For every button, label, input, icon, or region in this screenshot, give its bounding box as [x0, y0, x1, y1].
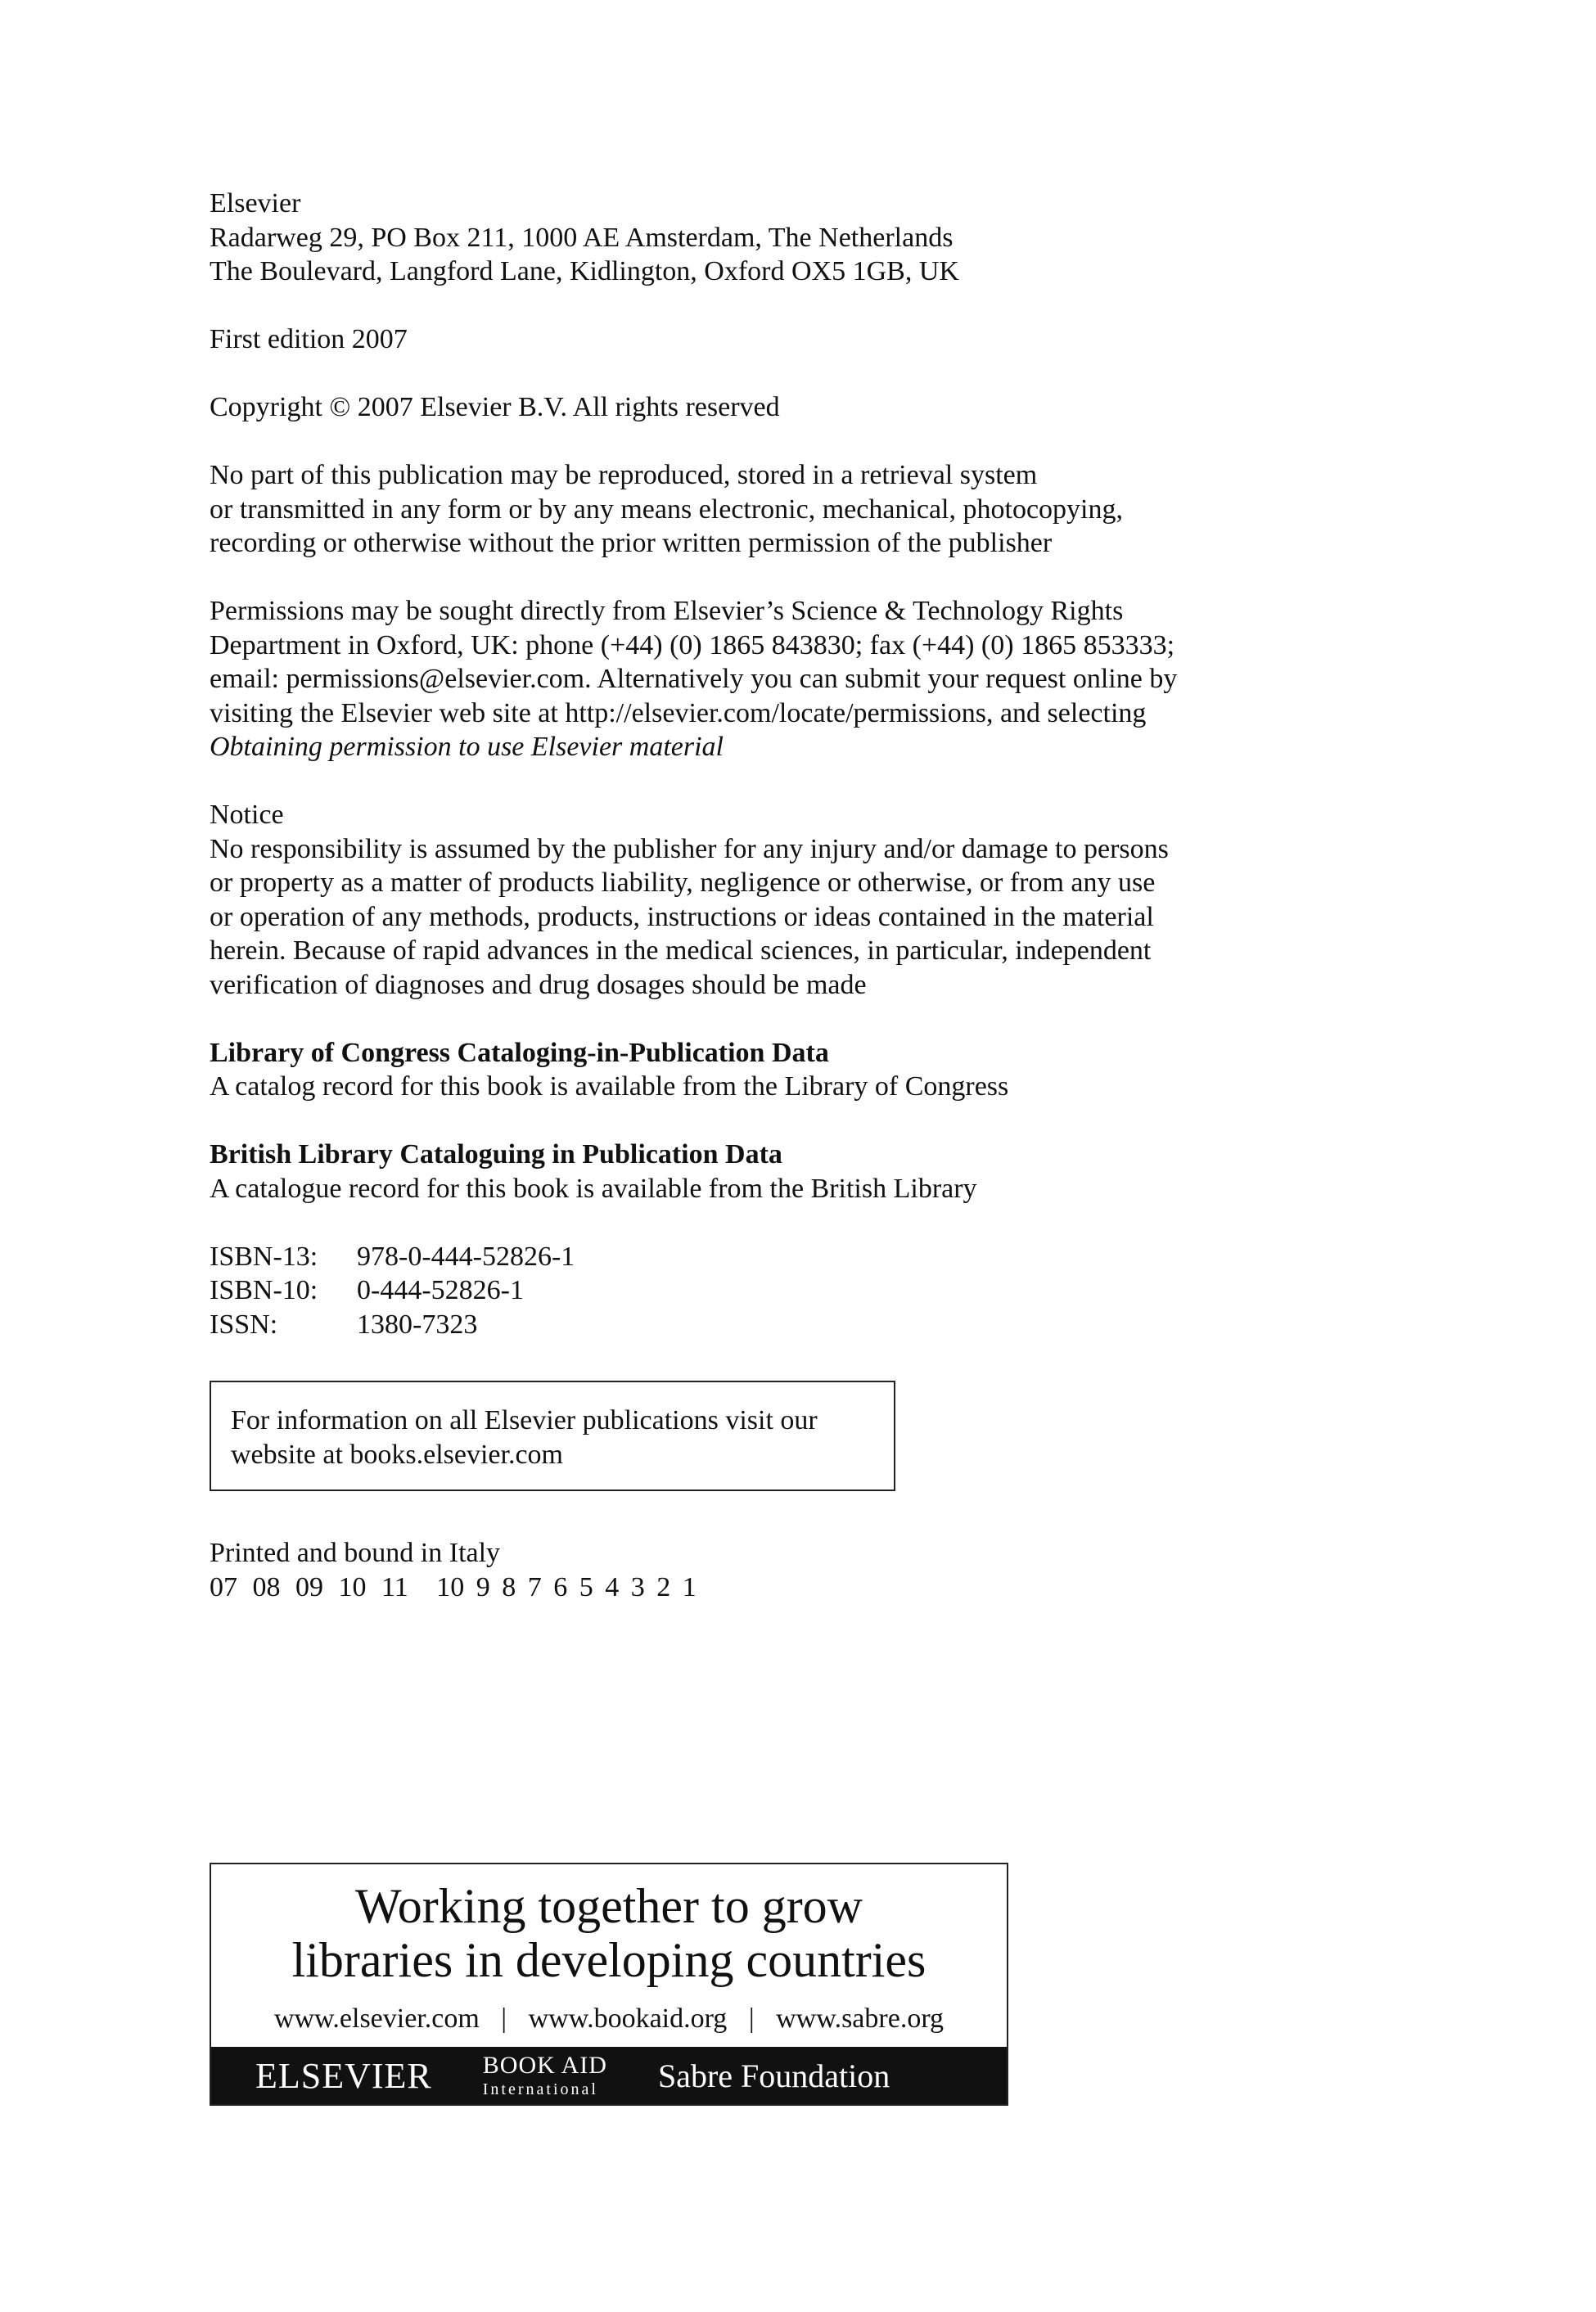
sabre-foundation-logo: Sabre Foundation [657, 2057, 890, 2094]
print-year: 09 [295, 1571, 323, 1602]
print-year: 11 [381, 1571, 408, 1602]
elsevier-info-box [210, 1381, 895, 1491]
info-box-line-2: website at books.elsevier.com [231, 1439, 564, 1470]
reproduction-line-1: No part of this publication may be reproduced, stored in a retrieval system [210, 460, 1038, 490]
issn-value: 1380-7323 [357, 1309, 478, 1340]
permissions-italic-line: Obtaining permission to use Elsevier material [210, 732, 724, 762]
bl-heading: British Library Cataloguing in Publication Data [210, 1139, 782, 1170]
link-bookaid: www.bookaid.org [528, 2003, 728, 2034]
issn-row [210, 1308, 1388, 1342]
reproduction-line-2: or transmitted in any form or by any means electronic, mechanical, photocopying, [210, 493, 1123, 525]
notice-line-3: or operation of any methods, products, instructions or ideas contained in the material [210, 901, 1154, 932]
banner-title-line-2: libraries in developing countries [291, 1933, 926, 1987]
print-year: 10 [338, 1571, 367, 1602]
print-numbers: 10 9 8 7 6 5 4 3 2 1 [436, 1571, 697, 1602]
edition-statement: First edition 2007 [210, 324, 408, 354]
print-year: 08 [252, 1571, 281, 1602]
isbn-10-value: 0-444-52826-1 [357, 1275, 524, 1305]
publisher-name: Elsevier [210, 188, 301, 219]
permissions-line-4: visiting the Elsevier web site at http://elsevier.com/locate/permissions, and selecting [210, 697, 1147, 728]
banner-title-line-1: Working together to grow [354, 1879, 863, 1933]
notice-line-2: or property as a matter of products liability, negligence or otherwise, or from any use [210, 868, 1156, 898]
publisher-address-amsterdam: Radarweg 29, PO Box 211, 1000 AE Amsterdam, The Netherlands [210, 222, 954, 253]
publisher-address-oxford: The Boulevard, Langford Lane, Kidlington, Oxford OX5 1GB, UK [210, 256, 959, 286]
link-elsevier: www.elsevier.com [273, 2003, 480, 2034]
banner-title [211, 1879, 1007, 1987]
elsevier-logo: ELSEVIER [255, 2055, 432, 2096]
banner-logo-bar [211, 2047, 1007, 2104]
notice-line-1: No responsibility is assumed by the publisher for any injury and/or damage to persons [210, 833, 1169, 864]
book-aid-logo-subtext: International [482, 2080, 598, 2098]
link-sabre: www.sabre.org [776, 2003, 945, 2034]
loc-text: A catalog record for this book is available from the Library of Congress [210, 1071, 1009, 1102]
notice-line-4: herein. Because of rapid advances in the medical sciences, in particular, independent [210, 935, 1152, 966]
book-aid-banner [210, 1863, 1008, 2106]
reproduction-line-3: recording or otherwise without the prior written permission of the publisher [210, 528, 1053, 558]
issn-label: ISSN: [210, 1309, 278, 1340]
isbn-13-label: ISBN-13: [210, 1241, 318, 1272]
book-aid-logo-text: BOOK AID [482, 2052, 607, 2079]
bl-text: A catalogue record for this book is available from the British Library [210, 1173, 977, 1204]
banner-links [211, 2003, 1007, 2035]
notice-heading: Notice [210, 800, 284, 830]
book-aid-logo [483, 2053, 607, 2098]
info-box-line-1: For information on all Elsevier publications visit our [231, 1405, 818, 1435]
print-year: 07 [210, 1571, 237, 1602]
link-separator: | [748, 2003, 755, 2034]
link-separator: | [501, 2003, 507, 2034]
permissions-line-3: email: permissions@elsevier.com. Alternatively you can submit your request online by [210, 664, 1178, 694]
copyright-page [210, 187, 1388, 1604]
isbn-10-label: ISBN-10: [210, 1275, 318, 1305]
notice-line-5: verification of diagnoses and drug dosages should be made [210, 969, 867, 1000]
isbn-10-row [210, 1273, 1388, 1308]
permissions-line-1: Permissions may be sought directly from Elsevier’s Science & Technology Rights [210, 596, 1124, 626]
permissions-line-2: Department in Oxford, UK: phone (+44) (0) 1865 843830; fax (+44) (0) 1865 853333; [210, 629, 1175, 660]
isbn-13-value: 978-0-444-52826-1 [357, 1241, 575, 1272]
printed-statement: Printed and bound in Italy [210, 1538, 501, 1568]
copyright-statement: Copyright © 2007 Elsevier B.V. All rights reserved [210, 392, 780, 422]
isbn-13-row [210, 1240, 1388, 1274]
loc-heading: Library of Congress Cataloging-in-Publication Data [210, 1037, 829, 1068]
print-line [210, 1571, 1388, 1605]
